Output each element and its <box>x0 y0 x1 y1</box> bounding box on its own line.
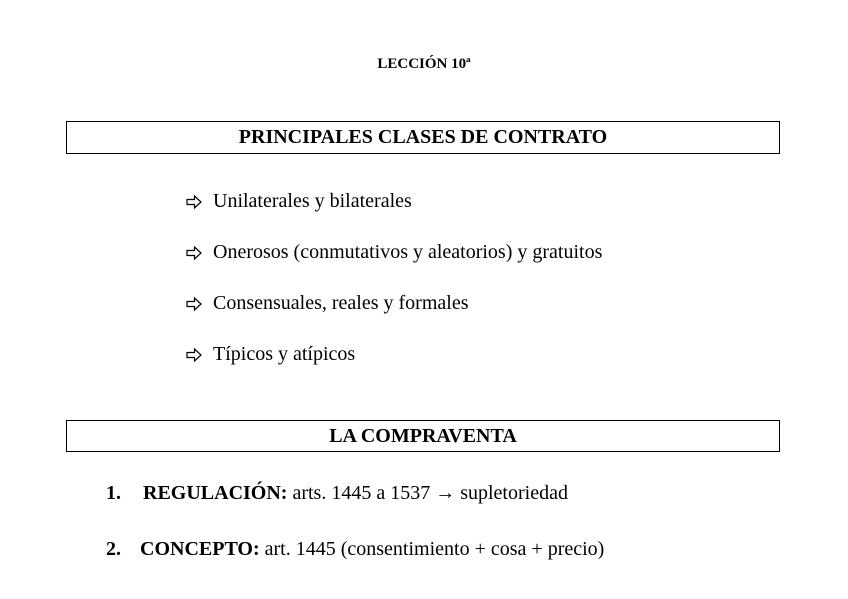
item-number: 2. <box>106 538 121 560</box>
arrow-right-icon <box>186 194 202 210</box>
list-item-text: Consensuales, reales y formales <box>213 292 469 314</box>
item-number: 1. <box>106 482 121 504</box>
arrow-right-icon <box>186 245 202 261</box>
list-item <box>186 292 602 343</box>
arrow-right-icon <box>186 347 202 363</box>
item-label: REGULACIÓN: <box>143 482 288 504</box>
list-item-text: Unilaterales y bilaterales <box>213 190 412 212</box>
section-heading-compraventa: LA COMPRAVENTA <box>66 420 780 452</box>
item-text: art. 1445 (consentimiento + cosa + precio) <box>259 538 605 560</box>
arrow-right-icon <box>186 296 202 312</box>
list-item-text: Típicos y atípicos <box>213 343 356 365</box>
section-heading-contract-types: PRINCIPALES CLASES DE CONTRATO <box>66 121 780 154</box>
numbered-item-concepto <box>106 538 604 561</box>
list-item <box>186 241 602 292</box>
contract-types-list <box>186 190 602 394</box>
item-text: arts. 1445 a 1537 → supletoriedad <box>287 482 568 504</box>
lesson-title: LECCIÓN 10ª <box>377 56 471 72</box>
list-item <box>186 343 602 394</box>
numbered-item-regulacion <box>106 482 568 505</box>
list-item <box>186 190 602 241</box>
item-label: CONCEPTO: <box>140 538 260 560</box>
list-item-text: Onerosos (conmutativos y aleatorios) y gratuitos <box>213 241 603 263</box>
